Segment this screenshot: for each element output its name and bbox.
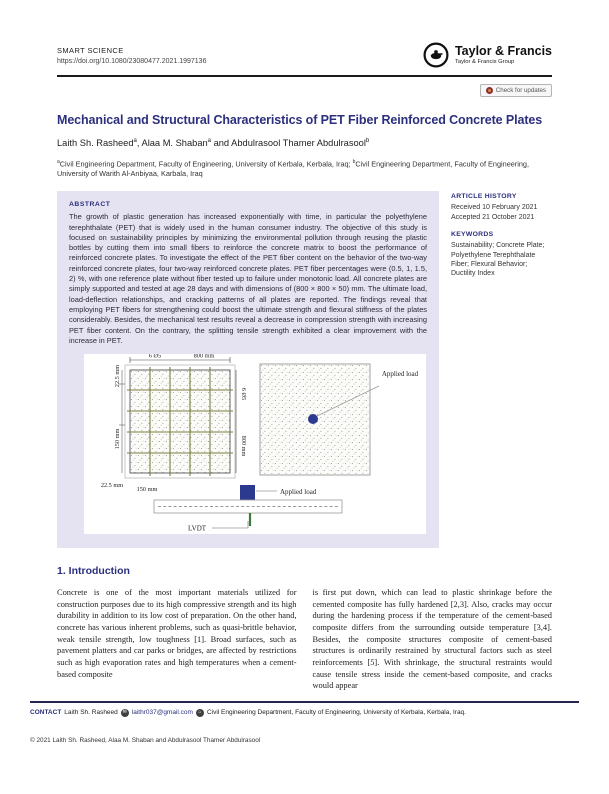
contact-label: CONTACT [30,709,62,717]
publisher-block [423,42,552,68]
author-affiliation-mark: b [365,137,370,144]
contact-line [30,709,579,717]
affiliations [57,158,547,179]
check-for-updates-label: Check for updates [495,86,546,94]
plate-figure [84,354,426,534]
article-history-heading: ARTICLE HISTORY [451,193,517,201]
journal-block [57,46,206,65]
dimension-label: 6 Ø5 [240,387,247,401]
affiliation-text: Civil Engineering Department, Faculty of Engineering, University of Kerbala, Kerbala, Iraq; [59,159,353,169]
contact-name: Laith Sh. Rasheed [64,709,118,717]
dimension-label: 22.5 mm [100,482,124,490]
contact-email-link[interactable]: laithr037@gmail.com [131,709,193,717]
check-for-updates-button[interactable] [480,84,552,97]
applied-load-point [308,414,318,424]
author-name: Alaa M. Shaban [141,137,208,148]
author-name: Abdulrasool Thamer Abdulrasool [231,137,366,148]
body-column-right: is first put down, which can lead to plastic shrinkage before the cemented composite has fully hardened [2,3]. Also, cracks may occur during the hardening process if the temperature of the cement-based composite differs from the surrounding outside temperature [3,4]. Besides, the composite structures composite of cement-based structures is ordinarily restrained by structural factors such as steel reinforcements [5]. With shrinkage, the structural restraints would cause tensile stress inside the cement-based composite, and cracks would appear [312,588,552,691]
publisher-group: Taylor & Francis Group [454,59,515,65]
dimension-label: 6 Ø5 [148,354,162,360]
applied-load-label: Applied load [280,488,317,497]
footer-rule [30,701,579,703]
page-header [57,0,552,68]
figure-panel [84,354,426,534]
applied-load-callout: Applied load [381,370,419,379]
copyright-notice: © 2021 Laith Sh. Rasheed, Alaa M. Shaban and Abdulrasool Thamer Abdulrasool [30,736,261,744]
author-affiliation-mark: a [207,137,211,144]
plan-view-diagram [101,354,247,493]
keywords-text: Sustainability; Concrete Plate; Polyethylene Terephthalate Fiber; Flexural Behavior; Ductility Index [451,242,545,278]
accepted-date: Accepted 21 October 2021 [451,213,535,221]
load-position-diagram [260,364,379,475]
author-name: Laith Sh. Rasheed [57,137,134,148]
body-column-left: Concrete is one of the most important materials utilized for construction purposes due to its high compressive strength and its high durability in addition to its low cost of preparation. On the other hand, concrete has various inherent problems, such as quasi-brittle behavior, weak tensile strength, low toughness [1]. Broad surfaces, such as pavement platters and car parks or bridges, are affected by restrictions such as high evaporation rates and high temperatures when a cement-based composite [57,588,297,679]
author-separator: and [211,137,232,148]
keywords-heading: KEYWORDS [451,231,494,239]
doi-link[interactable]: https://doi.org/10.1080/23080477.2021.1997136 [57,58,207,65]
dimension-label: 150 mm [136,486,158,494]
affiliation-text: Civil Engineering Department, Faculty of Engineering, University of Warith Al-Anbiyaa, Karbala, Iraq [57,159,529,178]
journal-name: SMART SCIENCE [57,46,124,55]
section-heading-introduction: 1. Introduction [57,565,130,578]
taylor-francis-logo-icon [423,42,449,68]
building-icon: ⌂ [196,709,204,717]
dimension-label: 22.5 mm [114,364,121,388]
contact-address: Civil Engineering Department, Faculty of Engineering, University of Kerbala, Kerbala, Iraq. [206,709,466,717]
cross-section-diagram [154,485,342,533]
applied-load-block [240,485,255,500]
author-separator: , [136,137,142,148]
page-title: Mechanical and Structural Characteristics of PET Fiber Reinforced Concrete Plates [57,112,543,127]
abstract-box [57,191,439,548]
header-rule [57,75,552,77]
publisher-name: Taylor & Francis [454,44,552,58]
authors-line [57,138,552,148]
author-affiliation-mark: a [133,137,137,144]
abstract-text: The growth of plastic generation has increased exponentially with time, in particular the polyethylene terephthalate (PET) that is widely used in the human consumer industry. The objective of this study is focused on sustainability principles by minimizing the environmental pollution through reusing the plastic bottles by cutting them into small fibers to reinforce the concrete matrix to boost the performance of reinforced concrete plates. To investigate the effect of the PET fiber content on the behavior of the two-way reinforced concrete plates, four two-way reinforced concrete plates. PET fiber percentages were (0.5, 1, 1.5, 2) %, with one reference plate without fiber tested up to failure under monotonic load. All concrete plates are simply supported and tested at age 28 days and with dimensions of (800 × 800 × 50) mm. The ultimate load, load-deflection relationships, and cracking patterns of all plates are reported. The findings reveal that employing PET fibers for strengthening could boost the ultimate strength and flexural stiffness of the plates considerably. Besides, the mechanical test results reveal a decrease in compression strength with increasing PET fiber content. On the contrary, the splitting tensile strength exhibited a clear improvement with the increase in PET. [69,212,427,345]
received-date: Received 10 February 2021 [451,204,538,212]
affiliation-mark: a [57,158,60,165]
affiliation-mark: b [352,158,356,165]
lvdt-label: LVDT [188,524,207,533]
article-info-sidebar [451,191,552,278]
dimension-label: 800 mm [193,354,215,360]
dimension-label: 150 mm [114,428,121,450]
abstract-heading: ABSTRACT [69,201,111,209]
crossmark-icon [486,87,493,94]
email-icon: ✉ [122,709,127,716]
body-columns [57,587,552,692]
dimension-label: 800 mm [240,435,247,457]
